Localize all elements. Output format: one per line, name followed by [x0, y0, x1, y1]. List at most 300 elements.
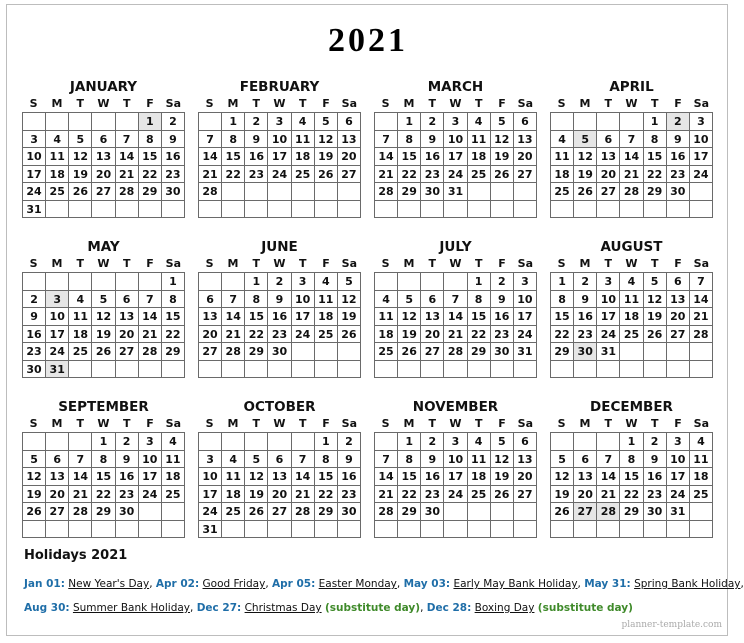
- day-cell: 31: [444, 183, 467, 201]
- day-grid: [198, 432, 361, 538]
- day-cell: 5: [245, 451, 268, 469]
- weekday-label: F: [146, 97, 154, 110]
- weekday-label: S: [381, 257, 390, 270]
- day-cell: 28: [116, 183, 139, 201]
- day-cell: 22: [468, 326, 491, 344]
- day-cell: 1: [315, 433, 338, 451]
- day-cell: 5: [574, 131, 597, 149]
- month-name: MAY: [87, 239, 120, 255]
- day-grid: [550, 272, 713, 378]
- day-cell: 10: [292, 291, 315, 309]
- day-cell: 17: [23, 166, 46, 184]
- day-cell: 7: [597, 451, 620, 469]
- day-cell: 7: [69, 451, 92, 469]
- empty-cell: [139, 521, 162, 539]
- weekday-label: Sa: [341, 97, 357, 110]
- day-cell: 2: [23, 291, 46, 309]
- day-cell: 3: [139, 433, 162, 451]
- empty-cell: [574, 361, 597, 379]
- day-cell: 26: [69, 183, 92, 201]
- day-cell: 2: [116, 433, 139, 451]
- empty-cell: [139, 201, 162, 219]
- empty-cell: [375, 521, 398, 539]
- weekday-label: S: [381, 97, 390, 110]
- empty-cell: [468, 201, 491, 219]
- day-cell: 1: [245, 273, 268, 291]
- day-cell: 27: [92, 183, 115, 201]
- day-cell: 3: [268, 113, 291, 131]
- weekday-label: M: [403, 97, 415, 110]
- day-cell: 6: [199, 291, 222, 309]
- day-cell: 22: [620, 486, 643, 504]
- day-cell: 27: [514, 166, 537, 184]
- day-grid: [22, 432, 185, 538]
- day-cell: 19: [574, 166, 597, 184]
- day-cell: 14: [620, 148, 643, 166]
- weekday-label: Sa: [341, 417, 357, 430]
- empty-cell: [690, 503, 713, 521]
- day-cell: 9: [116, 451, 139, 469]
- empty-cell: [245, 433, 268, 451]
- day-cell: 1: [92, 433, 115, 451]
- month-july: [374, 238, 537, 378]
- day-cell: 30: [23, 361, 46, 379]
- day-cell: 6: [92, 131, 115, 149]
- empty-cell: [69, 433, 92, 451]
- empty-cell: [620, 343, 643, 361]
- empty-cell: [222, 201, 245, 219]
- day-cell: 27: [597, 183, 620, 201]
- day-cell: 11: [551, 148, 574, 166]
- weekday-label: F: [498, 417, 506, 430]
- day-cell: 28: [690, 326, 713, 344]
- day-cell: 7: [199, 131, 222, 149]
- empty-cell: [375, 201, 398, 219]
- day-cell: 16: [116, 468, 139, 486]
- day-cell: 6: [514, 433, 537, 451]
- day-cell: 4: [162, 433, 185, 451]
- day-cell: 21: [292, 486, 315, 504]
- empty-cell: [315, 201, 338, 219]
- day-cell: 10: [514, 291, 537, 309]
- day-cell: 26: [574, 183, 597, 201]
- day-cell: 12: [491, 451, 514, 469]
- day-grid: [198, 272, 361, 378]
- empty-cell: [162, 201, 185, 219]
- day-cell: 18: [551, 166, 574, 184]
- day-cell: 24: [268, 166, 291, 184]
- day-cell: 12: [92, 308, 115, 326]
- month-name: MARCH: [427, 79, 484, 95]
- day-cell: 25: [162, 486, 185, 504]
- day-cell: 21: [620, 166, 643, 184]
- day-cell: 7: [222, 291, 245, 309]
- empty-cell: [199, 273, 222, 291]
- day-cell: 20: [338, 148, 361, 166]
- weekday-label: T: [428, 97, 436, 110]
- weekday-label: T: [428, 417, 436, 430]
- day-grid: [374, 432, 537, 538]
- month-april: [550, 78, 713, 218]
- holiday-date: May 03:: [403, 578, 451, 590]
- day-cell: 13: [92, 148, 115, 166]
- day-cell: 30: [574, 343, 597, 361]
- weekday-header-row: [374, 96, 537, 112]
- day-cell: 28: [139, 343, 162, 361]
- empty-cell: [338, 201, 361, 219]
- weekday-header-row: [374, 256, 537, 272]
- holiday-note: (substitute day): [324, 602, 421, 614]
- holiday-date: May 31:: [584, 578, 631, 590]
- day-cell: 27: [268, 503, 291, 521]
- day-cell: 12: [491, 131, 514, 149]
- empty-cell: [491, 521, 514, 539]
- empty-cell: [46, 113, 69, 131]
- day-cell: 19: [551, 486, 574, 504]
- weekday-label: Sa: [517, 97, 533, 110]
- day-cell: 22: [398, 166, 421, 184]
- day-cell: 15: [222, 148, 245, 166]
- empty-cell: [597, 201, 620, 219]
- day-cell: 23: [245, 166, 268, 184]
- day-cell: 17: [444, 148, 467, 166]
- day-cell: 20: [574, 486, 597, 504]
- day-cell: 3: [514, 273, 537, 291]
- day-cell: 1: [468, 273, 491, 291]
- empty-cell: [375, 433, 398, 451]
- empty-cell: [574, 433, 597, 451]
- day-cell: 9: [574, 291, 597, 309]
- day-cell: 29: [468, 343, 491, 361]
- month-name: JULY: [439, 239, 472, 255]
- day-cell: 19: [315, 148, 338, 166]
- empty-cell: [116, 113, 139, 131]
- day-cell: 6: [46, 451, 69, 469]
- day-cell: 19: [398, 326, 421, 344]
- empty-cell: [491, 503, 514, 521]
- day-cell: 17: [514, 308, 537, 326]
- weekday-label: W: [625, 417, 638, 430]
- day-cell: 3: [292, 273, 315, 291]
- day-cell: 27: [514, 486, 537, 504]
- day-cell: 29: [644, 183, 667, 201]
- empty-cell: [690, 361, 713, 379]
- weekday-label: F: [674, 417, 682, 430]
- month-name: OCTOBER: [243, 399, 316, 415]
- day-cell: 13: [199, 308, 222, 326]
- day-cell: 19: [491, 148, 514, 166]
- weekday-label: T: [252, 417, 260, 430]
- day-cell: 17: [46, 326, 69, 344]
- day-cell: 26: [92, 343, 115, 361]
- day-cell: 19: [338, 308, 361, 326]
- day-cell: 16: [245, 148, 268, 166]
- empty-cell: [421, 361, 444, 379]
- day-cell: 31: [597, 343, 620, 361]
- day-cell: 16: [421, 148, 444, 166]
- day-cell: 6: [421, 291, 444, 309]
- day-cell: 12: [69, 148, 92, 166]
- day-cell: 21: [139, 326, 162, 344]
- empty-cell: [667, 521, 690, 539]
- day-cell: 18: [468, 148, 491, 166]
- day-cell: 18: [375, 326, 398, 344]
- weekday-label: W: [625, 97, 638, 110]
- day-cell: 23: [338, 486, 361, 504]
- empty-cell: [92, 361, 115, 379]
- day-cell: 7: [375, 131, 398, 149]
- empty-cell: [551, 201, 574, 219]
- day-cell: 9: [667, 131, 690, 149]
- weekday-label: M: [51, 97, 63, 110]
- empty-cell: [292, 183, 315, 201]
- empty-cell: [597, 433, 620, 451]
- day-cell: 16: [162, 148, 185, 166]
- day-cell: 23: [116, 486, 139, 504]
- weekday-label: S: [205, 97, 214, 110]
- day-cell: 3: [597, 273, 620, 291]
- empty-cell: [491, 183, 514, 201]
- day-cell: 11: [468, 131, 491, 149]
- day-cell: 9: [421, 131, 444, 149]
- empty-cell: [268, 521, 291, 539]
- day-cell: 9: [644, 451, 667, 469]
- empty-cell: [23, 521, 46, 539]
- day-cell: 7: [444, 291, 467, 309]
- day-cell: 19: [92, 326, 115, 344]
- day-cell: 25: [620, 326, 643, 344]
- empty-cell: [421, 273, 444, 291]
- day-cell: 7: [375, 451, 398, 469]
- day-cell: 6: [268, 451, 291, 469]
- weekday-label: F: [322, 417, 330, 430]
- month-june: [198, 238, 361, 378]
- day-cell: 1: [398, 433, 421, 451]
- day-cell: 26: [338, 326, 361, 344]
- weekday-header-row: [22, 256, 185, 272]
- holiday-name: Spring Bank Holiday: [634, 578, 741, 590]
- day-cell: 9: [268, 291, 291, 309]
- day-cell: 10: [444, 451, 467, 469]
- day-cell: 23: [667, 166, 690, 184]
- day-cell: 16: [338, 468, 361, 486]
- month-name: JUNE: [261, 239, 298, 255]
- empty-cell: [551, 521, 574, 539]
- weekday-label: T: [123, 257, 131, 270]
- day-cell: 7: [292, 451, 315, 469]
- day-cell: 3: [46, 291, 69, 309]
- empty-cell: [69, 113, 92, 131]
- day-cell: 12: [338, 291, 361, 309]
- weekday-header-row: [550, 416, 713, 432]
- month-september: [22, 398, 185, 538]
- empty-cell: [620, 521, 643, 539]
- empty-cell: [620, 201, 643, 219]
- weekday-label: T: [252, 257, 260, 270]
- day-cell: 14: [222, 308, 245, 326]
- day-cell: 30: [644, 503, 667, 521]
- day-cell: 6: [597, 131, 620, 149]
- empty-cell: [92, 113, 115, 131]
- day-grid: [22, 112, 185, 218]
- holidays-section: [24, 548, 744, 625]
- empty-cell: [116, 521, 139, 539]
- day-cell: 24: [292, 326, 315, 344]
- day-cell: 19: [491, 468, 514, 486]
- day-cell: 24: [46, 343, 69, 361]
- day-cell: 6: [667, 273, 690, 291]
- empty-cell: [46, 433, 69, 451]
- day-cell: 21: [222, 326, 245, 344]
- empty-cell: [667, 361, 690, 379]
- day-cell: 18: [162, 468, 185, 486]
- holiday-date: Dec 28:: [426, 602, 472, 614]
- empty-cell: [292, 521, 315, 539]
- day-cell: 5: [491, 113, 514, 131]
- weekday-label: T: [123, 417, 131, 430]
- holiday-line: Aug 30: Summer Bank Holiday, Dec 27: Christmas Day (substitute day), Dec 28: Boxing Day (substitute day): [24, 602, 633, 614]
- day-cell: 13: [574, 468, 597, 486]
- weekday-label: S: [557, 417, 566, 430]
- empty-cell: [162, 503, 185, 521]
- weekday-label: W: [449, 417, 462, 430]
- weekday-label: Sa: [693, 257, 709, 270]
- day-cell: 18: [315, 308, 338, 326]
- weekday-header-row: [550, 96, 713, 112]
- day-cell: 18: [620, 308, 643, 326]
- weekday-label: T: [651, 417, 659, 430]
- empty-cell: [222, 361, 245, 379]
- empty-cell: [292, 433, 315, 451]
- weekday-label: Sa: [165, 417, 181, 430]
- day-cell: 13: [46, 468, 69, 486]
- empty-cell: [315, 521, 338, 539]
- day-cell: 30: [667, 183, 690, 201]
- weekday-label: F: [674, 97, 682, 110]
- weekday-label: M: [227, 417, 239, 430]
- day-cell: 14: [292, 468, 315, 486]
- weekday-label: T: [299, 417, 307, 430]
- day-cell: 4: [222, 451, 245, 469]
- day-cell: 27: [574, 503, 597, 521]
- empty-cell: [444, 503, 467, 521]
- day-cell: 23: [644, 486, 667, 504]
- day-cell: 14: [139, 308, 162, 326]
- day-cell: 15: [468, 308, 491, 326]
- day-cell: 10: [444, 131, 467, 149]
- day-cell: 17: [292, 308, 315, 326]
- day-cell: 15: [398, 148, 421, 166]
- empty-cell: [398, 201, 421, 219]
- weekday-header-row: [198, 96, 361, 112]
- empty-cell: [468, 183, 491, 201]
- empty-cell: [597, 113, 620, 131]
- month-name: SEPTEMBER: [58, 399, 149, 415]
- day-cell: 25: [69, 343, 92, 361]
- month-october: [198, 398, 361, 538]
- day-cell: 13: [338, 131, 361, 149]
- day-cell: 13: [514, 451, 537, 469]
- day-cell: 23: [574, 326, 597, 344]
- day-cell: 5: [551, 451, 574, 469]
- day-cell: 12: [551, 468, 574, 486]
- empty-cell: [514, 361, 537, 379]
- day-cell: 30: [421, 503, 444, 521]
- day-cell: 22: [644, 166, 667, 184]
- holiday-name: Christmas Day: [244, 602, 322, 614]
- day-cell: 14: [69, 468, 92, 486]
- day-cell: 17: [199, 486, 222, 504]
- day-cell: 21: [690, 308, 713, 326]
- day-cell: 9: [491, 291, 514, 309]
- empty-cell: [69, 273, 92, 291]
- holiday-name: Early May Bank Holiday: [453, 578, 578, 590]
- day-cell: 22: [162, 326, 185, 344]
- day-cell: 26: [23, 503, 46, 521]
- day-cell: 31: [23, 201, 46, 219]
- empty-cell: [667, 201, 690, 219]
- day-cell: 9: [421, 451, 444, 469]
- day-cell: 17: [597, 308, 620, 326]
- day-cell: 24: [139, 486, 162, 504]
- day-cell: 22: [222, 166, 245, 184]
- day-cell: 20: [597, 166, 620, 184]
- day-cell: 22: [551, 326, 574, 344]
- day-cell: 31: [514, 343, 537, 361]
- day-grid: [550, 112, 713, 218]
- day-cell: 13: [597, 148, 620, 166]
- weekday-label: M: [403, 257, 415, 270]
- empty-cell: [375, 273, 398, 291]
- day-cell: 2: [338, 433, 361, 451]
- weekday-label: T: [76, 97, 84, 110]
- weekday-label: Sa: [341, 257, 357, 270]
- holidays-list: [24, 577, 744, 615]
- day-cell: 5: [92, 291, 115, 309]
- weekday-header-row: [374, 416, 537, 432]
- day-cell: 12: [315, 131, 338, 149]
- holiday-name: Summer Bank Holiday: [72, 602, 191, 614]
- day-cell: 28: [597, 503, 620, 521]
- day-cell: 10: [139, 451, 162, 469]
- day-cell: 8: [139, 131, 162, 149]
- day-cell: 20: [199, 326, 222, 344]
- empty-cell: [444, 201, 467, 219]
- weekday-label: T: [76, 257, 84, 270]
- day-cell: 25: [551, 183, 574, 201]
- empty-cell: [375, 361, 398, 379]
- day-cell: 10: [23, 148, 46, 166]
- day-cell: 30: [491, 343, 514, 361]
- weekday-label: F: [146, 417, 154, 430]
- empty-cell: [23, 113, 46, 131]
- month-name: APRIL: [609, 79, 654, 95]
- month-march: [374, 78, 537, 218]
- weekday-label: M: [51, 417, 63, 430]
- empty-cell: [315, 361, 338, 379]
- day-cell: 5: [23, 451, 46, 469]
- year-title: 2021: [328, 22, 408, 59]
- weekday-label: T: [651, 257, 659, 270]
- empty-cell: [644, 201, 667, 219]
- day-cell: 13: [116, 308, 139, 326]
- day-cell: 8: [620, 451, 643, 469]
- day-cell: 4: [375, 291, 398, 309]
- day-cell: 16: [421, 468, 444, 486]
- day-grid: [22, 272, 185, 378]
- empty-cell: [315, 343, 338, 361]
- empty-cell: [444, 273, 467, 291]
